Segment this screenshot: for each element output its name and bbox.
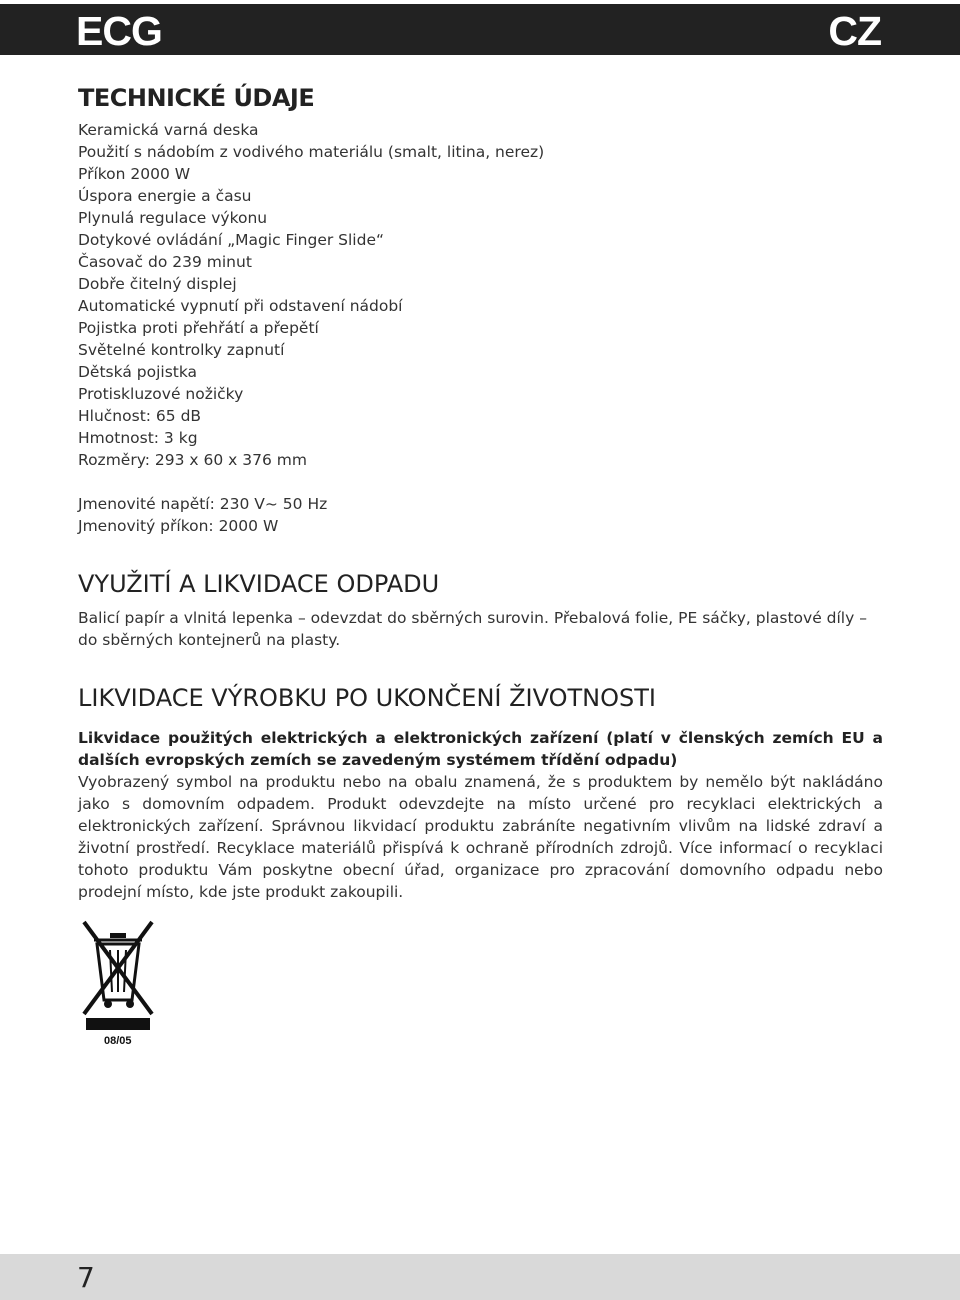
spec-item: Časovač do 239 minut (78, 253, 252, 271)
brand-logo: ECG (76, 8, 162, 54)
spec-list-block (78, 119, 883, 471)
disposal-section (78, 683, 883, 713)
waste-section (78, 569, 883, 599)
disposal-text: Vyobrazený symbol na produktu nebo na obalu znamená, že s produktem by nemělo být nakládáno jako s domovním odpadem. Produkt odevzdejte na místo určené pro recyklaci elektrických a elektronických zařízení. Správnou likvidací produktu zabráníte negativním vlivům na lidské zdraví a životní prostředí. Recyklace materiálů přispívá k ochraně přírodních zdrojů. Více informací o recyklaci tohoto produktu Vám poskytne obecní úřad, organizace pro zpracování domovního odpadu nebo prodejní místo, kde jste produkt zakoupili. (78, 773, 883, 901)
spec-item: Protiskluzové nožičky (78, 385, 244, 403)
disposal-title: LIKVIDACE VÝROBKU PO UKONČENÍ ŽIVOTNOSTI (78, 684, 656, 712)
waste-text: Balicí papír a vlnitá lepenka – odevzdat do sběrných surovin. Přebalová folie, PE sáčky, plastové díly – do sběrných kontejnerů na plasty. (78, 609, 867, 649)
waste-text-block (78, 607, 883, 651)
rated-list (78, 493, 883, 537)
spec-item: Použití s nádobím z vodivého materiálu (smalt, litina, nerez) (78, 143, 545, 161)
page-number: 7 (77, 1261, 95, 1294)
crossed-bin-icon (80, 918, 156, 1050)
technical-title: TECHNICKÉ ÚDAJE (78, 84, 315, 112)
weee-code: 08/05 (104, 1035, 132, 1047)
spec-item: Automatické vypnutí při odstavení nádobí (78, 297, 403, 315)
spec-item: Úspora energie a času (78, 187, 252, 205)
technical-section (78, 83, 883, 113)
spec-list (78, 119, 883, 471)
spec-item: Dětská pojistka (78, 363, 198, 381)
spec-item: Keramická varná deska (78, 121, 259, 139)
spec-item: Světelné kontrolky zapnutí (78, 341, 285, 359)
spec-item: Pojistka proti přehřátí a přepětí (78, 319, 319, 337)
spec-item: Plynulá regulace výkonu (78, 209, 268, 227)
spec-item: Dobře čitelný displej (78, 275, 237, 293)
spec-item: Rozměry: 293 x 60 x 376 mm (78, 451, 307, 469)
language-code: CZ (828, 8, 881, 54)
spec-item: Hlučnost: 65 dB (78, 407, 202, 425)
footer-bar (0, 1254, 960, 1300)
waste-title: VYUŽITÍ A LIKVIDACE ODPADU (78, 570, 440, 598)
disposal-bold-text: Likvidace použitých elektrických a elektronických zařízení (platí v členských zemích EU a dalších evropských zemích se zavedeným systémem třídění odpadu) (78, 729, 883, 769)
disposal-text-block (78, 727, 883, 903)
rated-voltage: Jmenovité napětí: 230 V~ 50 Hz (78, 495, 328, 513)
rated-values-block (78, 493, 883, 537)
page-header (0, 4, 960, 55)
rated-power: Jmenovitý příkon: 2000 W (78, 517, 279, 535)
spec-item: Hmotnost: 3 kg (78, 429, 198, 447)
spec-item: Dotykové ovládání „Magic Finger Slide“ (78, 231, 385, 249)
spec-item: Příkon 2000 W (78, 165, 191, 183)
weee-symbol (80, 918, 156, 1050)
